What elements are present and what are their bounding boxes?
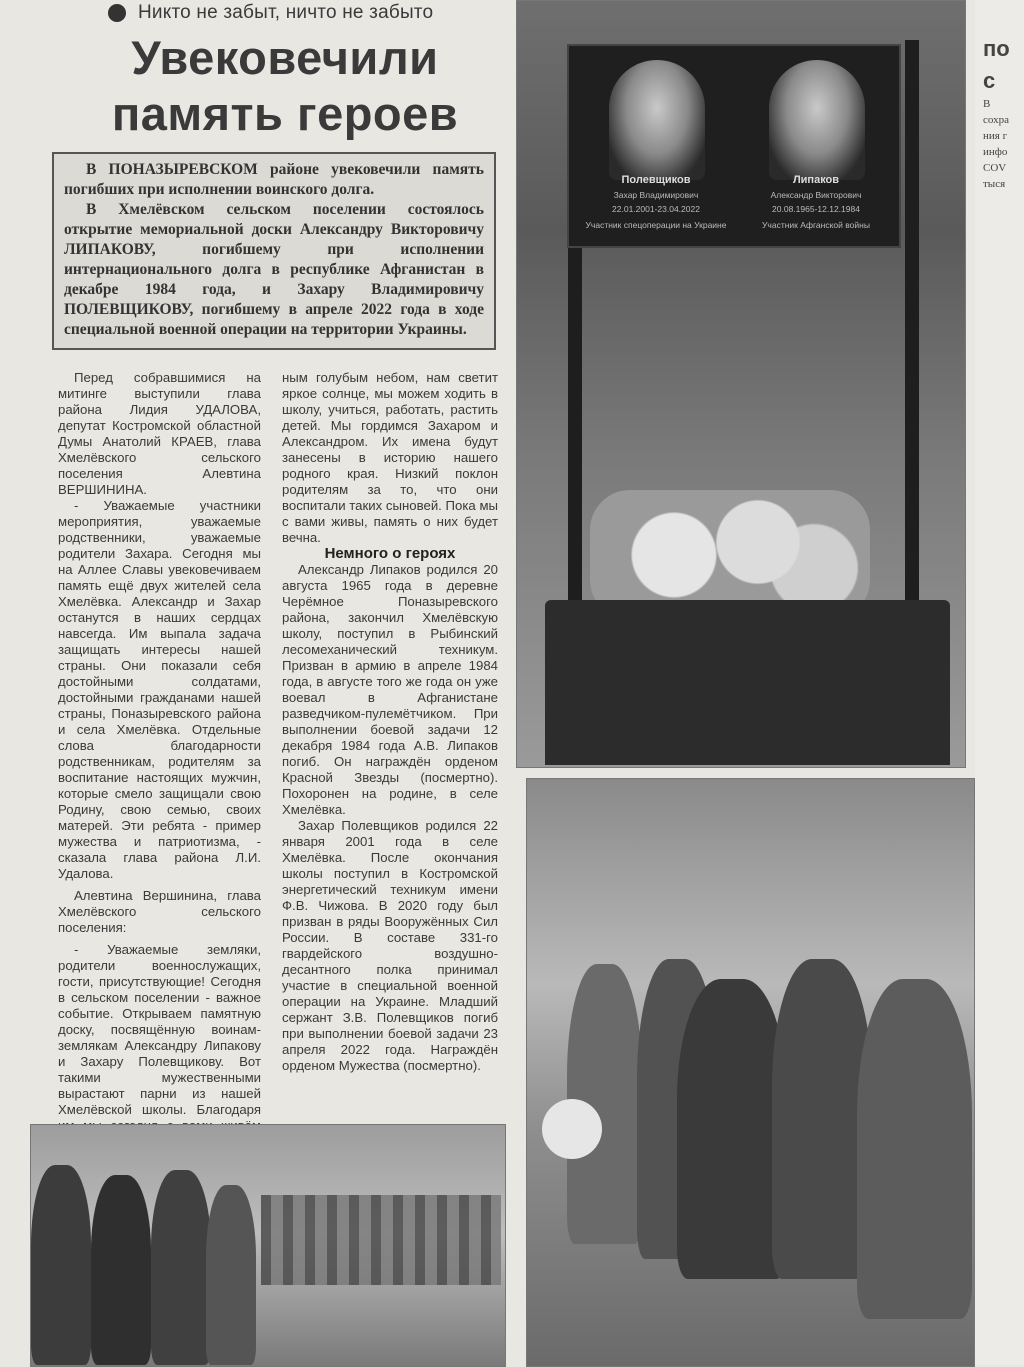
col2-paragraph-3: Захар Полевщиков родился 22 января 2001 года в селе Хмелёвка. После окончания школы поступил в Костромской энергетический техникум имени Ф.В. Чижова. В 2020 году был призван в ряды Вооружённых Сил России. В составе 331-го гвардейского воздушно-десантного полка принимал участие в специальной военной операции на Украине. Младший сержант З.В. Полевщиков погиб при выполнении боевой задачи 23 апреля 2022 года. Награждён орденом Мужества (посмертно).: [282, 818, 498, 1073]
person-figure: [31, 1165, 91, 1365]
plaque-post-left: [568, 240, 582, 600]
portrait-photo: [609, 60, 705, 180]
plaque-patronymic-2: Александр Викторович: [770, 190, 862, 200]
lead-paragraph-2: В Хмелёвском сельском поселении состоялось открытие мемориальной доски Александру Викторовичу ЛИПАКОВУ, погибшему при исполнении интернационального долга в республике Афганистан в декабре 1984 года, и Захару Владимировичу ПОЛЕВЩИКОВУ, погибшему в апреле 2022 года в ходе специальной военной операции на территории Украины.: [64, 201, 484, 338]
plaque-role-2: Участник Афганской войны: [762, 220, 870, 230]
mourners-photo: [526, 778, 975, 1367]
portrait-photo: [769, 60, 865, 180]
col2-paragraph-1: ным голубым небом, нам светит яркое солнце, мы можем ходить в школу, учиться, работать, растить детей. Мы гордимся Захаром и Александром. Их имена будут занесены в историю нашего родного края. Низкий поклон родителям за то, что они воспитали таких сыновей. Пока мы с вами живы, память о них будет вечна.: [282, 370, 498, 545]
fragment-line: ния г: [983, 130, 1008, 142]
headline: [60, 30, 510, 142]
fragment-line: COV: [983, 162, 1007, 174]
person-figure: [857, 979, 972, 1319]
bullet-icon: [108, 4, 126, 22]
col1-paragraph-3: Алевтина Вершинина, глава Хмелёвского сельского поселения:: [58, 888, 261, 935]
col1-paragraph-4: - Уважаемые земляки, родители военнослужащих, гости, присутствующие! Сегодня в сельском поселении - важное событие. Открываем памятную доску, посвящённую воинам-землякам Александру Липакову и Захару Полевщикову. Вот такими мужественными вырастают парни из нашей Хмелёвской школы. Благодаря: [58, 942, 261, 1117]
adjacent-article-fragment: [975, 0, 1024, 1365]
lead-box: [52, 152, 496, 350]
rubric: [108, 2, 433, 24]
plaque-name-1: Полевщиков: [621, 174, 691, 186]
col2-paragraph-2: Александр Липаков родился 20 августа 1965 года в деревне Черёмное Поназыревского района, закончил Хмелёвскую школу, поступил в Рыбинский лесомеханический техникум. Призван в армию в апреле 1984 года, в августе того же года он уже воевал в Афганистане разведчиком-пулемётчиком. При выполнении боевой задачи 12 декабря 1984 года А.В. Липаков погиб. Он награждён орденом Красной Звезды (посмертно). Похоронен на родине, в селе Хмелёвка.: [282, 562, 498, 817]
fragment-line: тыся: [983, 178, 1006, 190]
col1-paragraph-2: - Уважаемые участники мероприятия, уважаемые родственники, уважаемые родители Захара. Сегодня мы на Аллее Славы увековечиваем память ещё двух жителей села Хмелёвка. Александр и Захар останутся в наших сердцах навсегда. Им выпала задача защищать интересы нашей страны. Они показали себя достойными солдатами, достойными гражданами нашей страны, Поназыревского района и села Хмелёвка. Отдельные слова благодарности родственникам, родителям за воспитание настоящих мужчин, которые смело защищали свою Родину, свою семью, своих матерей. Эти ребята - пример мужества и патриотизма, - сказала глава района Л.И. Удалова.: [58, 498, 261, 881]
memorial-plaque: [567, 44, 901, 248]
plaque-name-2: Липаков: [792, 174, 840, 186]
person-figure: [91, 1175, 151, 1365]
col2-subheading: Немного о героях: [324, 545, 456, 562]
lead-paragraph-1: В ПОНАЗЫРЕВСКОМ районе увековечили память погибших при исполнении воинского долга.: [64, 161, 484, 198]
plaque-post-right: [905, 40, 919, 640]
person-figure: [677, 979, 787, 1279]
fragment-line: В: [983, 98, 991, 110]
crowd-background: [261, 1195, 501, 1285]
plaque-dates-1: 22.01.2001-23.04.2022: [612, 204, 700, 214]
fragment-line: инфо: [983, 146, 1008, 158]
headline-line-1: Увековечили: [131, 31, 439, 84]
fragment-headline-1: по: [983, 36, 1010, 61]
rubric-text: Никто не забыт, ничто не забыто: [138, 2, 434, 23]
flowers: [542, 1099, 602, 1159]
article-column-1: [58, 370, 261, 1150]
crowd-photo: [30, 1124, 506, 1367]
person-figure: [151, 1170, 211, 1365]
plaque-dates-2: 20.08.1965-12.12.1984: [772, 204, 860, 214]
col1-paragraph-1: Перед собравшимися на митинге выступили глава района Лидия УДАЛОВА, депутат Костромской областной Думы Анатолий КРАЕВ, глава Хмелёвского сельского поселения Алевтина ВЕРШИНИНА.: [58, 370, 261, 497]
headline-line-2: память героев: [111, 87, 459, 140]
person-figure: [206, 1185, 256, 1365]
stone-base: [545, 600, 950, 765]
plaque-patronymic-1: Захар Владимирович: [613, 190, 699, 200]
fragment-line: сохра: [983, 114, 1009, 126]
fragment-headline-2: с: [983, 68, 996, 93]
article-column-2: [282, 370, 498, 1074]
plaque-role-1: Участник спецоперации на Украине: [585, 220, 727, 230]
